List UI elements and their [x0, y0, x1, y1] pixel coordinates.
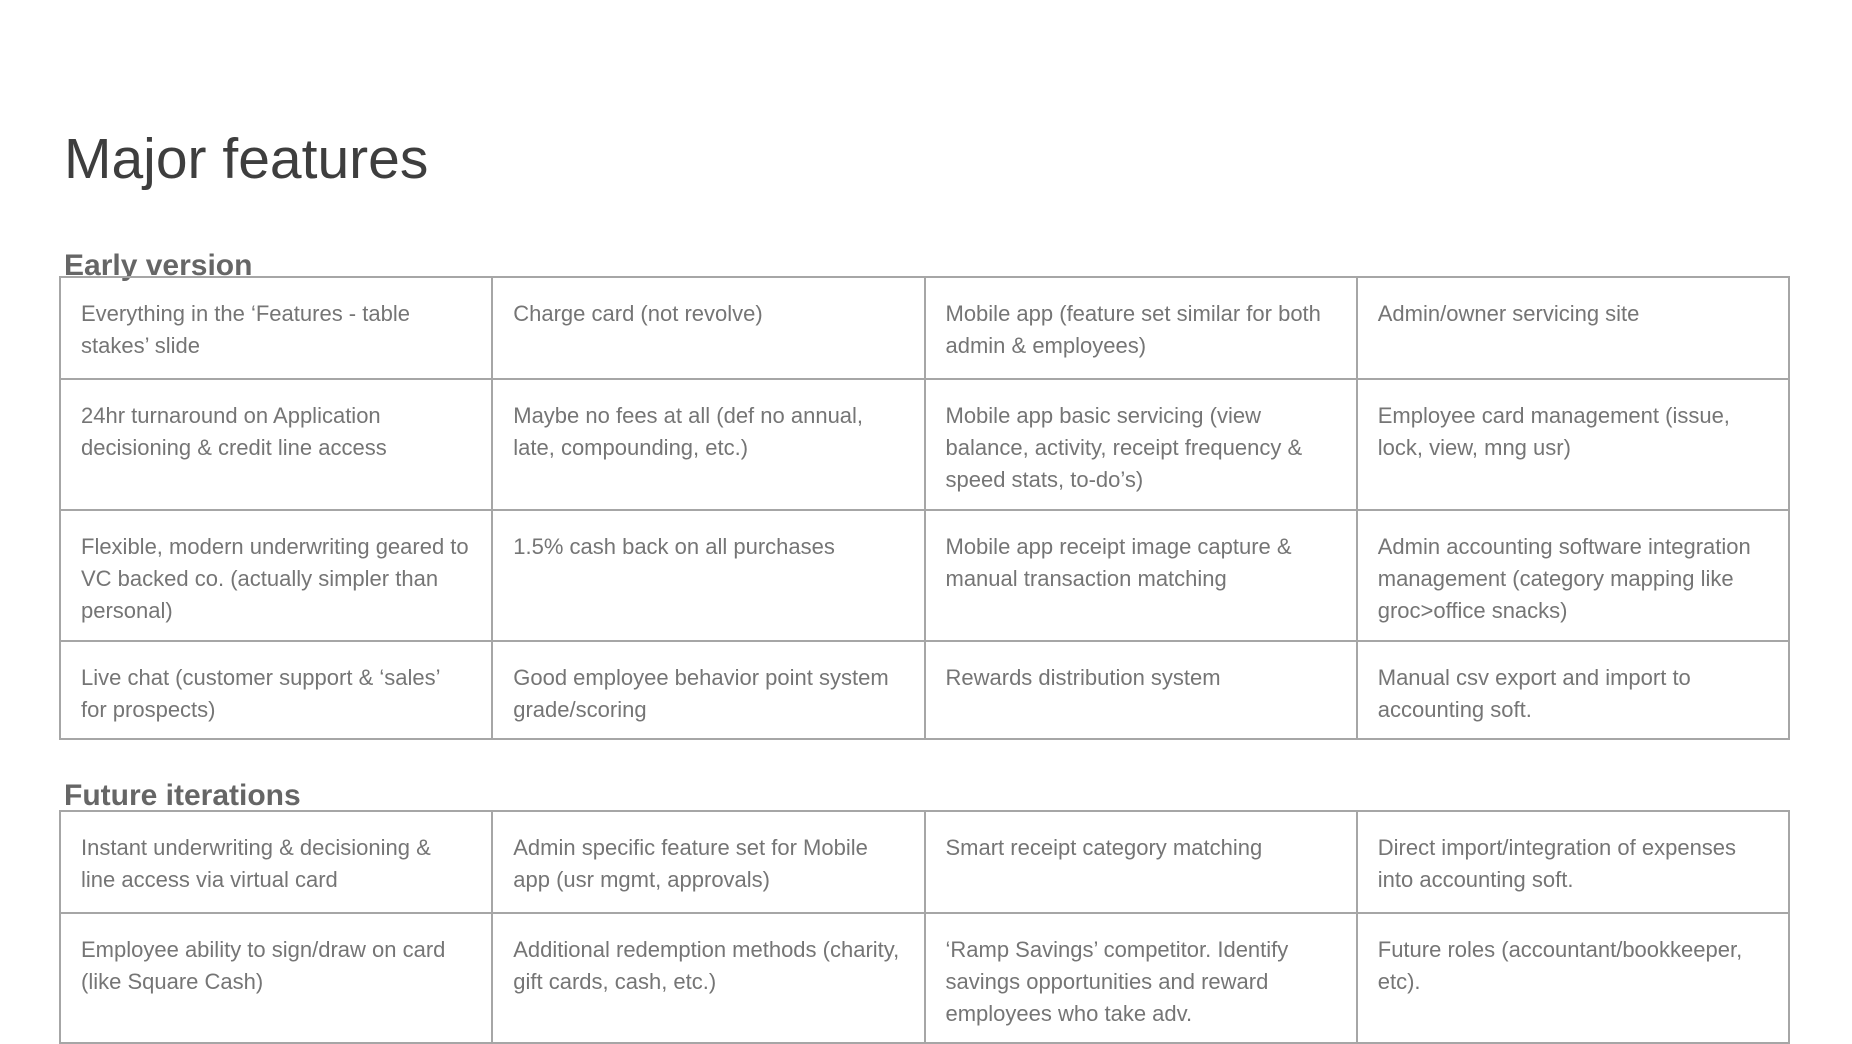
table-cell: Good employee behavior point system grade/scoring: [492, 641, 924, 739]
table-cell: Rewards distribution system: [925, 641, 1357, 739]
table-cell: Employee ability to sign/draw on card (like Square Cash): [60, 913, 492, 1043]
table-cell: Employee card management (issue, lock, view, mng usr): [1357, 379, 1789, 510]
table-cell: Smart receipt category matching: [925, 811, 1357, 913]
table-cell: Charge card (not revolve): [492, 277, 924, 379]
table-cell: Admin accounting software integration management (category mapping like groc>office snacks): [1357, 510, 1789, 641]
table-cell: ‘Ramp Savings’ competitor. Identify savings opportunities and reward employees who take adv.: [925, 913, 1357, 1043]
table-cell: Mobile app (feature set similar for both admin & employees): [925, 277, 1357, 379]
table-cell: Everything in the ‘Features - table stakes’ slide: [60, 277, 492, 379]
early-version-table: [59, 276, 1790, 740]
table-cell: Mobile app basic servicing (view balance, activity, receipt frequency & speed stats, to-do’s): [925, 379, 1357, 510]
table-row: [60, 277, 1789, 379]
table-cell: Live chat (customer support & ‘sales’ for prospects): [60, 641, 492, 739]
table-row: [60, 379, 1789, 510]
table-cell: Manual csv export and import to accounting soft.: [1357, 641, 1789, 739]
slide-title: Major features: [64, 127, 429, 192]
table-cell: Admin/owner servicing site: [1357, 277, 1789, 379]
table-cell: Instant underwriting & decisioning & line access via virtual card: [60, 811, 492, 913]
table-row: [60, 510, 1789, 641]
table-cell: Maybe no fees at all (def no annual, late, compounding, etc.): [492, 379, 924, 510]
table-row: [60, 641, 1789, 739]
table-cell: Additional redemption methods (charity, gift cards, cash, etc.): [492, 913, 924, 1043]
table-cell: Mobile app receipt image capture & manual transaction matching: [925, 510, 1357, 641]
section-heading-early-version: Early version: [64, 248, 253, 282]
future-iterations-table: [59, 810, 1790, 1044]
section-heading-future-iterations: Future iterations: [64, 778, 301, 812]
table-cell: Admin specific feature set for Mobile app (usr mgmt, approvals): [492, 811, 924, 913]
table-row: [60, 913, 1789, 1043]
table-row: [60, 811, 1789, 913]
table-cell: Flexible, modern underwriting geared to VC backed co. (actually simpler than personal): [60, 510, 492, 641]
table-cell: 24hr turnaround on Application decisioning & credit line access: [60, 379, 492, 510]
table-cell: 1.5% cash back on all purchases: [492, 510, 924, 641]
table-cell: Future roles (accountant/bookkeeper, etc).: [1357, 913, 1789, 1043]
table-cell: Direct import/integration of expenses into accounting soft.: [1357, 811, 1789, 913]
